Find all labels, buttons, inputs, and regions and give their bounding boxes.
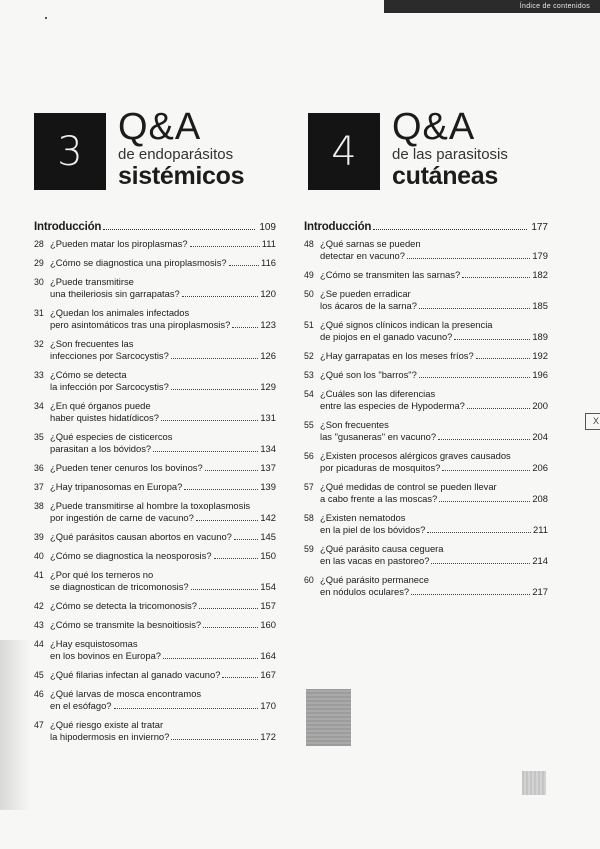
toc-entry-title-line: ¿Cómo se diagnostica una piroplasmosis?: [50, 257, 227, 268]
toc-question-number: 28: [34, 239, 44, 249]
toc-entry-title-line: ¿Hay garrapatas en los meses fríos?: [320, 350, 474, 361]
toc-entry[interactable]: [34, 531, 276, 543]
toc-question-number: 32: [34, 339, 44, 349]
toc-entry-title-line: pero asintomáticos tras una piroplasmosis?: [50, 319, 231, 330]
dot-leader: [419, 377, 531, 378]
toc-page-number: 109: [259, 222, 276, 233]
toc-entry-title-line: ¿Pueden matar los piroplasmas?: [50, 238, 188, 249]
toc-question-number: 30: [34, 277, 44, 287]
toc-entry-title-line: las "gusaneras" en vacuno?: [320, 431, 437, 442]
toc-question-number: 57: [304, 482, 314, 492]
toc-entry-title-line: detectar en vacuno?: [320, 250, 405, 261]
toc-question-number: 48: [304, 239, 314, 249]
toc-page-number: 189: [532, 331, 548, 342]
dot-leader: [234, 539, 258, 540]
toc-question-number: 53: [304, 370, 314, 380]
toc-page-number: 157: [260, 600, 276, 611]
toc-entry[interactable]: [34, 431, 276, 455]
toc-page-number: 192: [532, 350, 548, 361]
toc-entry[interactable]: [34, 369, 276, 393]
toc-entry[interactable]: [34, 669, 276, 681]
toc-entry-title-line: ¿Qué signos clínicos indican la presencia: [320, 319, 493, 330]
toc-entry[interactable]: [34, 500, 276, 524]
section-header-tab: Índice de contenidos: [384, 0, 600, 13]
toc-page-number: 137: [260, 462, 276, 473]
toc-page-number: 145: [260, 531, 276, 542]
toc-entry-title-line: ¿Cómo se diagnostica la neosporosis?: [50, 550, 212, 561]
toc-entry[interactable]: [34, 238, 276, 250]
toc-entry-title-line: una theileriosis sin garrapatas?: [50, 288, 180, 299]
toc-entry-title-line: se diagnostican de tricomonosis?: [50, 581, 189, 592]
toc-entry-title-line: por picaduras de mosquitos?: [320, 462, 441, 473]
toc-page-number: 208: [532, 493, 548, 504]
toc-question-number: 43: [34, 620, 44, 630]
dot-leader: [214, 558, 259, 559]
dot-leader: [171, 389, 259, 390]
toc-entry-title-line: ¿Existen procesos alérgicos graves causados: [320, 450, 511, 461]
toc-question-number: 51: [304, 320, 314, 330]
toc-entry-title-line: en nódulos oculares?: [320, 586, 410, 597]
chapter-subtitle: de las parasitosis: [392, 146, 508, 163]
toc-entry-title-line: en los bovinos en Europa?: [50, 650, 162, 661]
toc-question-number: 59: [304, 544, 314, 554]
dot-leader: [114, 708, 259, 709]
toc-question-number: 60: [304, 575, 314, 585]
toc-entry-title-line: ¿Cómo se transmiten las sarnas?: [320, 269, 461, 280]
toc-entry-title-line: ¿Cómo se detecta la tricomonosis?: [50, 600, 197, 611]
toc-entry-title-line: los ácaros de la sarna?: [320, 300, 417, 311]
toc-entry-title-line: ¿Qué parásito permanece: [320, 574, 429, 585]
toc-entry[interactable]: [34, 338, 276, 362]
dot-leader: [407, 258, 530, 259]
toc-entry[interactable]: [304, 238, 548, 262]
toc-entry-title-line: ¿Qué filarias infectan al ganado vacuno?: [50, 669, 221, 680]
toc-question-number: 40: [34, 551, 44, 561]
thumbnail-image: [522, 771, 546, 795]
toc-page-number: 131: [260, 412, 276, 423]
toc-page-number: 142: [260, 512, 276, 523]
dot-leader: [462, 277, 530, 278]
thumbnail-image: [306, 689, 351, 746]
toc-question-number: 54: [304, 389, 314, 399]
toc-entry[interactable]: [304, 288, 548, 312]
toc-entry[interactable]: [34, 688, 276, 712]
toc-question-number: 46: [34, 689, 44, 699]
toc-entry[interactable]: [34, 307, 276, 331]
toc-entry[interactable]: [34, 638, 276, 662]
toc-entry[interactable]: [304, 369, 548, 381]
toc-entry-title-line: de piojos en el ganado vacuno?: [320, 331, 453, 342]
toc-page-number: 196: [532, 369, 548, 380]
toc-entry-title-line: parasitan a los bóvidos?: [50, 443, 152, 454]
toc-entry-title-line: ¿Qué medidas de control se pueden llevar: [320, 481, 497, 492]
toc-question-number: 49: [304, 270, 314, 280]
dot-leader: [191, 589, 259, 590]
toc-entry[interactable]: [34, 569, 276, 593]
toc-question-number: 52: [304, 351, 314, 361]
toc-entry-title-line: ¿Puede transmitirse al hombre la toxoplasmosis: [50, 500, 251, 511]
toc-entry[interactable]: [34, 400, 276, 424]
dot-leader: [103, 229, 255, 230]
toc-entry-title-line: ¿En qué órganos puede: [50, 400, 151, 411]
toc-entry-title-line: ¿Qué larvas de mosca encontramos: [50, 688, 202, 699]
chapter-main-title: cutáneas: [392, 162, 498, 190]
toc-entry[interactable]: [34, 462, 276, 474]
toc-entry-title-line: ¿Cuáles son las diferencias: [320, 388, 436, 399]
toc-entry-title-line: ¿Qué especies de cisticercos: [50, 431, 173, 442]
dot-leader: [454, 339, 530, 340]
toc-page-number: 177: [531, 222, 548, 233]
toc-entry-title-line: ¿Hay esquistosomas: [50, 638, 138, 649]
toc-entry-title-line: la hipodermosis en invierno?: [50, 731, 170, 742]
chapter-number-badge: 3: [34, 113, 106, 190]
toc-entry-title: Introducción: [34, 221, 102, 233]
dot-leader: [153, 451, 258, 452]
toc-entry-title-line: haber quistes hidatídicos?: [50, 412, 159, 423]
toc-question-number: 36: [34, 463, 44, 473]
chapter-title: [118, 107, 244, 189]
toc-page-number: 134: [260, 443, 276, 454]
toc-entry[interactable]: [304, 388, 548, 412]
toc-entry-title-line: en las vacas en pastoreo?: [320, 555, 430, 566]
dot-leader: [373, 229, 527, 230]
toc-entry-title-line: ¿Se pueden erradicar: [320, 288, 411, 299]
dot-leader: [229, 265, 259, 266]
dot-leader: [171, 739, 258, 740]
toc-entry-title-line: ¿Cómo se detecta: [50, 369, 127, 380]
toc-page-number: 206: [532, 462, 548, 473]
dot-leader: [419, 308, 530, 309]
toc-entry-title-line: ¿Qué parásitos causan abortos en vacuno?: [50, 531, 232, 542]
speck: [45, 17, 47, 19]
toc-introduction-entry[interactable]: [304, 214, 548, 233]
toc-entry-title-line: ¿Existen nematodos: [320, 512, 406, 523]
toc-page-number: 160: [260, 619, 276, 630]
dot-leader: [203, 627, 258, 628]
toc-page-number: 185: [532, 300, 548, 311]
dot-leader: [222, 677, 258, 678]
toc-page-number: 154: [260, 581, 276, 592]
toc-question-number: 47: [34, 720, 44, 730]
toc-page-number: 179: [532, 250, 548, 261]
toc-page-number: 214: [532, 555, 548, 566]
toc-page-number: 129: [260, 381, 276, 392]
toc-entry-title-line: ¿Qué sarnas se pueden: [320, 238, 421, 249]
toc-entry[interactable]: [304, 543, 548, 567]
toc-entry[interactable]: [304, 574, 548, 598]
toc-question-number: 34: [34, 401, 44, 411]
chapter-title: [392, 107, 508, 189]
toc-entry-title-line: ¿Qué riesgo existe al tratar: [50, 719, 164, 730]
toc-question-number: 33: [34, 370, 44, 380]
toc-page-number: 126: [260, 350, 276, 361]
toc-page-number: 111: [261, 238, 276, 249]
dot-leader: [438, 439, 530, 440]
toc-introduction-entry[interactable]: [34, 214, 276, 233]
dot-leader: [163, 658, 258, 659]
toc-entry-title-line: por ingestión de carne de vacuno?: [50, 512, 194, 523]
toc-entry-title-line: ¿Por qué los terneros no: [50, 569, 154, 580]
toc-entry-title-line: ¿Son frecuentes: [320, 419, 389, 430]
toc-entry[interactable]: [304, 269, 548, 281]
chapter-qa-label: Q&A: [118, 106, 202, 148]
dot-leader: [161, 420, 258, 421]
toc-entry[interactable]: [34, 719, 276, 743]
toc-question-number: 38: [34, 501, 44, 511]
toc-entry-title-line: ¿Puede transmitirse: [50, 276, 134, 287]
toc-entry-title-line: ¿Pueden tener cenuros los bovinos?: [50, 462, 203, 473]
toc-entry-title-line: ¿Son frecuentes las: [50, 338, 134, 349]
toc-entry[interactable]: [34, 550, 276, 562]
toc-entry[interactable]: [34, 276, 276, 300]
toc-page-number: 170: [260, 700, 276, 711]
dot-leader: [182, 296, 259, 297]
toc-question-number: 44: [34, 639, 44, 649]
toc-page-number: 182: [532, 269, 548, 280]
dot-leader: [171, 358, 259, 359]
toc-page-number: 217: [532, 586, 548, 597]
toc-entry[interactable]: [304, 350, 548, 362]
toc-entry-title: Introducción: [304, 221, 372, 233]
toc-page-number: 123: [260, 319, 276, 330]
toc-page-number: 164: [260, 650, 276, 661]
toc-question-number: 29: [34, 258, 44, 268]
toc-entry[interactable]: [304, 481, 548, 505]
toc-entry[interactable]: [304, 319, 548, 343]
toc-question-number: 42: [34, 601, 44, 611]
dot-leader: [476, 358, 531, 359]
dot-leader: [439, 501, 530, 502]
toc-question-number: 41: [34, 570, 44, 580]
toc-page-number: 167: [260, 669, 276, 680]
toc-page-number: 200: [532, 400, 548, 411]
toc-question-number: 50: [304, 289, 314, 299]
toc-question-number: 45: [34, 670, 44, 680]
toc-entry-title-line: entre las especies de Hypoderma?: [320, 400, 465, 411]
toc-page-number: 204: [532, 431, 548, 442]
toc-entry[interactable]: [34, 619, 276, 631]
toc-entry-title-line: a cabo frente a las moscas?: [320, 493, 438, 504]
dot-leader: [190, 246, 260, 247]
page-binding-shadow: [0, 640, 30, 810]
toc-question-number: 55: [304, 420, 314, 430]
toc-question-number: 35: [34, 432, 44, 442]
dot-leader: [442, 470, 530, 471]
toc-page-number: 139: [260, 481, 276, 492]
toc-page-number: 172: [260, 731, 276, 742]
chapter-qa-label: Q&A: [392, 106, 476, 148]
dot-leader: [205, 470, 259, 471]
toc-page-number: 120: [260, 288, 276, 299]
dot-leader: [467, 408, 530, 409]
toc-entry[interactable]: [304, 512, 548, 536]
side-index-marker: X: [585, 413, 600, 430]
chapter-3-toc: [34, 214, 276, 750]
dot-leader: [431, 563, 530, 564]
dot-leader: [196, 520, 258, 521]
chapter-number-badge: 4: [308, 113, 380, 190]
dot-leader: [232, 327, 258, 328]
toc-entry[interactable]: [34, 257, 276, 269]
toc-page-number: 150: [260, 550, 276, 561]
toc-entry-title-line: ¿Qué son los "barros"?: [320, 369, 417, 380]
toc-question-number: 37: [34, 482, 44, 492]
toc-entry-title-line: ¿Hay tripanosomas en Europa?: [50, 481, 183, 492]
toc-question-number: 58: [304, 513, 314, 523]
dot-leader: [184, 489, 258, 490]
toc-entry-title-line: en la piel de los bóvidos?: [320, 524, 426, 535]
chapter-4-toc: [304, 214, 548, 605]
toc-question-number: 39: [34, 532, 44, 542]
toc-entry-title-line: ¿Qué parásito causa ceguera: [320, 543, 444, 554]
chapter-subtitle: de endoparásitos: [118, 146, 234, 163]
toc-entry[interactable]: [34, 600, 276, 612]
toc-entry[interactable]: [304, 419, 548, 443]
toc-entry-title-line: ¿Quedan los animales infectados: [50, 307, 190, 318]
dot-leader: [199, 608, 258, 609]
toc-entry-title-line: en el esófago?: [50, 700, 112, 711]
toc-page-number: 116: [261, 257, 276, 268]
toc-entry-title-line: ¿Cómo se transmite la besnoitiosis?: [50, 619, 202, 630]
chapter-main-title: sistémicos: [118, 162, 245, 190]
dot-leader: [427, 532, 531, 533]
toc-question-number: 56: [304, 451, 314, 461]
toc-entry-title-line: infecciones por Sarcocystis?: [50, 350, 169, 361]
toc-question-number: 31: [34, 308, 44, 318]
toc-entry[interactable]: [34, 481, 276, 493]
dot-leader: [411, 594, 530, 595]
toc-entry[interactable]: [304, 450, 548, 474]
toc-page-number: 211: [533, 524, 548, 535]
toc-entry-title-line: la infección por Sarcocystis?: [50, 381, 169, 392]
